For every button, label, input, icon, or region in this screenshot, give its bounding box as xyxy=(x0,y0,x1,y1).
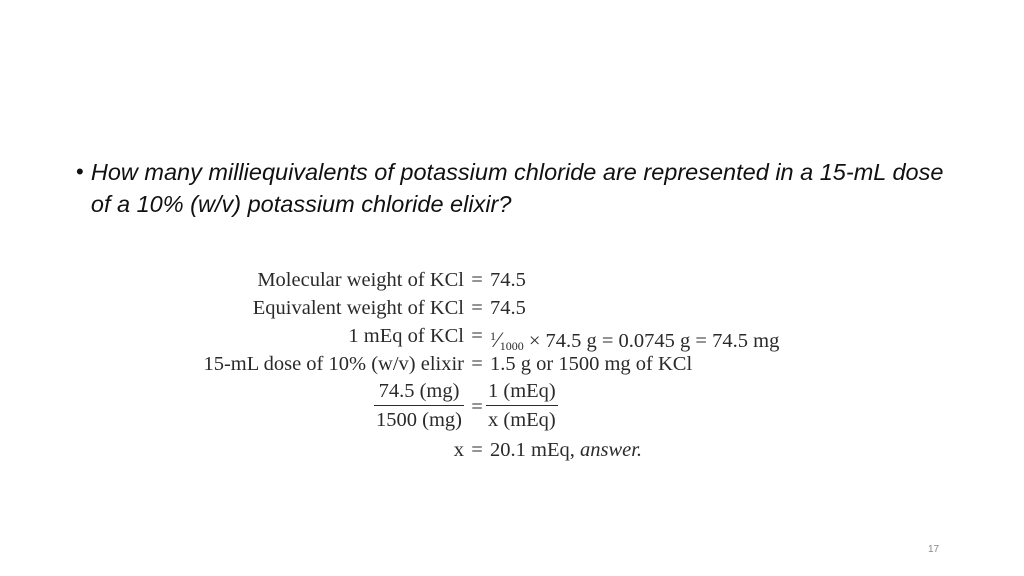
inline-fraction-numerator: 1 xyxy=(490,329,496,343)
equals-sign: = xyxy=(471,353,483,375)
fraction-bar xyxy=(486,405,558,406)
bullet-dot-icon: • xyxy=(76,159,84,184)
equation-value: 74.5 xyxy=(490,269,526,291)
equation-value: 74.5 xyxy=(490,297,526,319)
equation-label: 1 mEq of KCl xyxy=(348,325,464,347)
right-fraction-denominator: x (mEq) xyxy=(488,409,556,431)
equals-sign: = xyxy=(471,269,483,291)
inline-fraction-slash: ⁄ xyxy=(496,327,500,352)
answer-label: answer. xyxy=(579,439,643,461)
equals-sign: = xyxy=(471,439,483,461)
left-fraction-numerator: 74.5 (mg) xyxy=(378,380,460,402)
equation-line-molecular-weight xyxy=(150,266,910,294)
right-fraction-numerator: 1 (mEq) xyxy=(488,380,556,402)
question-text: How many milliequivalents of potassium chloride are represented in a 15-mL dose of a 10% (w/v) potassium chloride elixir? xyxy=(90,159,944,217)
equation-label: 15-mL dose of 10% (w/v) elixir xyxy=(203,353,464,375)
right-fraction xyxy=(486,378,558,433)
equals-sign: = xyxy=(471,396,483,418)
equation-label: Molecular weight of KCl xyxy=(257,269,464,291)
equation-label: x xyxy=(453,439,464,461)
equation-label: Equivalent weight of KCl xyxy=(252,297,464,319)
inline-fraction-denominator: 1000 xyxy=(499,339,524,353)
equals-sign: = xyxy=(471,325,483,347)
page-number: 17 xyxy=(928,544,940,555)
equation-value: 1.5 g or 1500 mg of KCl xyxy=(490,353,693,375)
left-fraction-denominator: 1500 (mg) xyxy=(376,409,462,431)
bullet-point xyxy=(76,156,956,220)
fraction-bar xyxy=(374,405,464,406)
equation-line-answer xyxy=(150,436,910,464)
equation-line-dose xyxy=(150,350,910,378)
equation-value xyxy=(490,436,642,464)
equals-sign: = xyxy=(471,297,483,319)
equation-line-equivalent-weight xyxy=(150,294,910,322)
answer-value: 20.1 mEq, xyxy=(490,439,575,461)
equation-line-proportion xyxy=(150,378,910,436)
equation-value-rest: × 74.5 g = 0.0745 g = 74.5 mg xyxy=(528,330,780,352)
left-fraction xyxy=(374,378,464,433)
equation-line-one-meq xyxy=(150,322,910,353)
